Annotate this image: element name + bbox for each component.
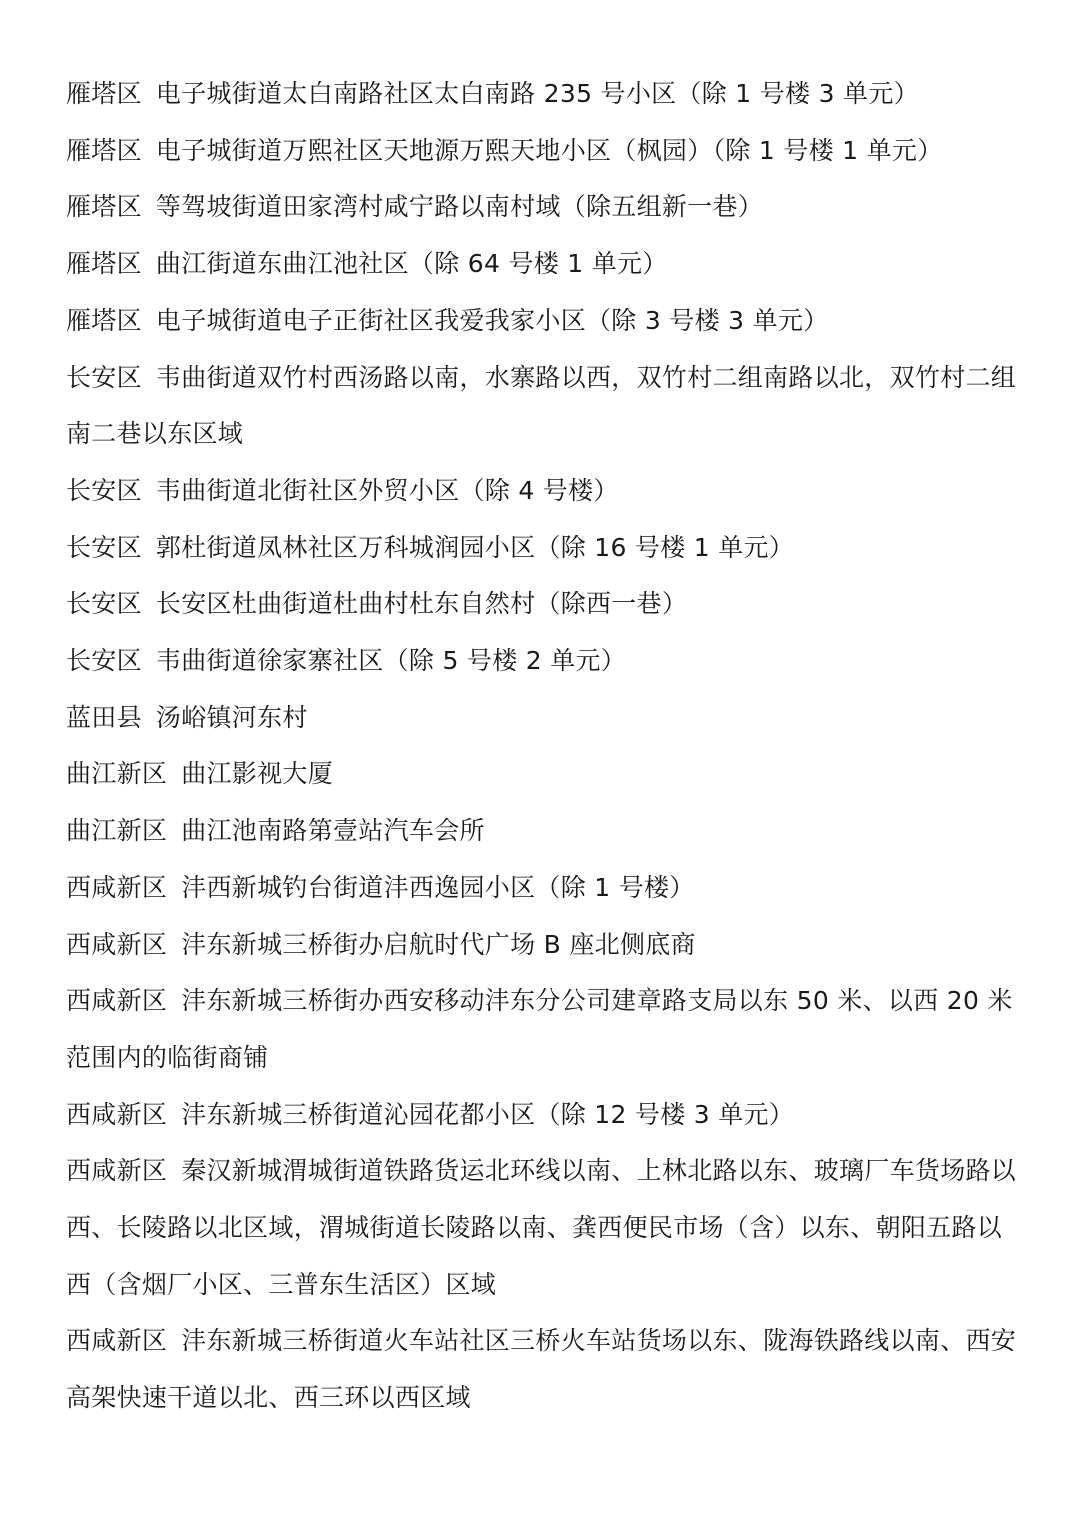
list-item: [66, 633, 1026, 690]
list-item: [66, 463, 1026, 520]
list-item: [66, 1313, 1026, 1426]
district-name: 雁塔区: [66, 305, 142, 335]
list-item: [66, 236, 1026, 293]
area-description: 长安区杜曲街道杜曲村杜东自然村（除西一巷）: [155, 589, 688, 619]
district-name: 雁塔区: [66, 79, 142, 108]
list-item: [66, 690, 1026, 747]
list-item: [66, 1143, 1026, 1313]
list-item: [66, 293, 1026, 350]
area-description: 沣西新城钓台街道沣西逸园小区（除 1 号楼）: [181, 872, 695, 902]
district-name: 西咸新区: [66, 986, 168, 1016]
district-name: 雁塔区: [66, 135, 142, 165]
area-description: 曲江街道东曲江池社区（除 64 号楼 1 单元）: [155, 249, 668, 279]
district-name: 西咸新区: [66, 1099, 168, 1129]
list-item: [66, 179, 1026, 236]
district-name: 蓝田县: [66, 702, 142, 732]
area-list: [66, 66, 1026, 1427]
list-item: [66, 917, 1026, 974]
district-name: 长安区: [66, 475, 142, 505]
area-description: 电子城街道电子正街社区我爱我家小区（除 3 号楼 3 单元）: [155, 305, 829, 335]
district-name: 长安区: [66, 646, 142, 676]
district-name: 长安区: [66, 532, 142, 562]
area-description: 郭杜街道凤林社区万科城润园小区（除 16 号楼 1 单元）: [155, 532, 795, 562]
list-item: [66, 973, 1026, 1086]
area-description: 沣东新城三桥街办西安移动沣东分公司建章路支局以东 50 米、以西 20 米范围内的临街商铺: [66, 986, 1013, 1072]
area-description: 汤峪镇河东村: [155, 702, 308, 732]
list-item: [66, 803, 1026, 860]
list-item: [66, 576, 1026, 633]
area-description: 曲江池南路第壹站汽车会所: [181, 816, 485, 846]
list-item: [66, 350, 1026, 463]
district-name: 长安区: [66, 589, 142, 619]
list-item: [66, 1087, 1026, 1144]
area-description: 沣东新城三桥街办启航时代广场 B 座北侧底商: [181, 929, 696, 959]
list-item: [66, 746, 1026, 803]
district-name: 雁塔区: [66, 192, 142, 222]
list-item: [66, 66, 1026, 123]
list-item: [66, 520, 1026, 577]
district-name: 西咸新区: [66, 1156, 168, 1186]
district-name: 雁塔区: [66, 249, 142, 279]
district-name: 曲江新区: [66, 759, 168, 789]
district-name: 西咸新区: [66, 872, 168, 902]
district-name: 曲江新区: [66, 816, 168, 846]
list-item: [66, 123, 1026, 180]
area-description: 韦曲街道双竹村西汤路以南，水寨路以西，双竹村二组南路以北，双竹村二组南二巷以东区域: [66, 362, 1017, 449]
area-description: 沣东新城三桥街道火车站社区三桥火车站货场以东、陇海铁路线以南、西安高架快速干道以北、西三环以西区域: [66, 1326, 1017, 1413]
area-description: 秦汉新城渭城街道铁路货运北环线以南、上林北路以东、玻璃厂车货场路以西、长陵路以北区域，渭城街道长陵路以南、龚西便民市场（含）以东、朝阳五路以西（含烟厂小区、三普东生活区）区域: [66, 1156, 1017, 1299]
area-description: 韦曲街道北街社区外贸小区（除 4 号楼）: [155, 475, 619, 505]
district-name: 西咸新区: [66, 929, 168, 959]
area-description: 电子城街道万熙社区天地源万熙天地小区（枫园）（除 1 号楼 1 单元）: [155, 135, 943, 165]
area-description: 曲江影视大厦: [181, 759, 334, 789]
list-item: [66, 860, 1026, 917]
area-description: 沣东新城三桥街道沁园花都小区（除 12 号楼 3 单元）: [181, 1099, 795, 1129]
area-description: 电子城街道太白南路社区太白南路 235 号小区（除 1 号楼 3 单元）: [155, 79, 919, 108]
area-description: 等驾坡街道田家湾村咸宁路以南村域（除五组新一巷）: [155, 192, 764, 222]
area-description: 韦曲街道徐家寨社区（除 5 号楼 2 单元）: [155, 646, 627, 676]
district-name: 长安区: [66, 362, 142, 392]
district-name: 西咸新区: [66, 1326, 168, 1356]
